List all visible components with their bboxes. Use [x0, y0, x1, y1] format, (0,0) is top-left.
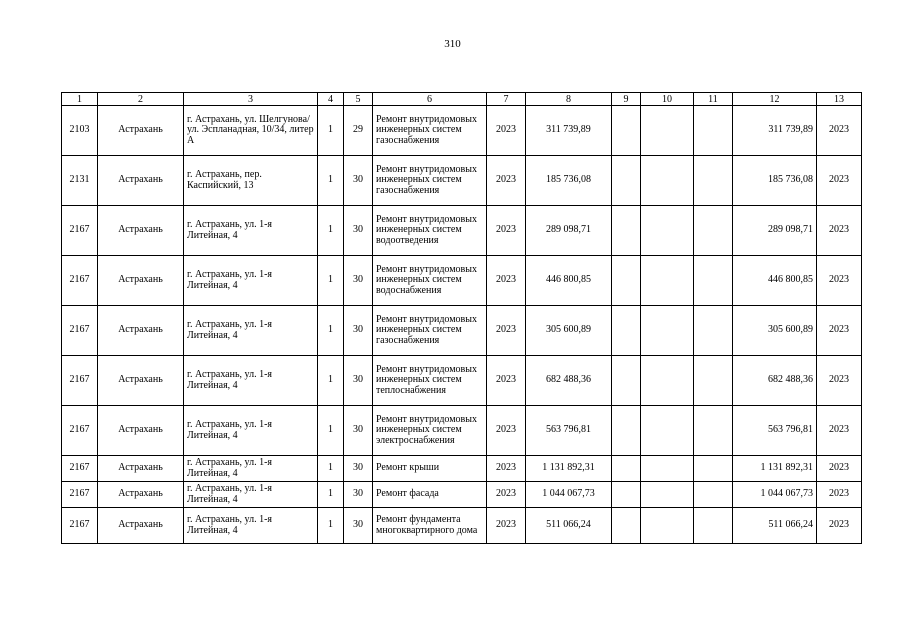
cell-completion-year: 2023: [817, 482, 862, 508]
cell-completion-year: 2023: [817, 206, 862, 256]
cell-col4: 1: [318, 206, 344, 256]
column-number-header-row: [62, 93, 862, 106]
cell-col4: 1: [318, 482, 344, 508]
cell-col11: [694, 206, 733, 256]
cell-col9: [612, 508, 641, 544]
cell-municipality: Астрахань: [98, 508, 184, 544]
cell-work-type: Ремонт фасада: [373, 482, 487, 508]
column-header: 7: [487, 93, 526, 106]
cell-col11: [694, 456, 733, 482]
cell-col9: [612, 256, 641, 306]
column-header: 4: [318, 93, 344, 106]
column-header: 6: [373, 93, 487, 106]
cell-col5: 30: [344, 456, 373, 482]
cell-col10: [641, 306, 694, 356]
cell-col4: 1: [318, 356, 344, 406]
table-row: [62, 106, 862, 156]
cell-municipality: Астрахань: [98, 482, 184, 508]
cell-year: 2023: [487, 508, 526, 544]
cell-col4: 1: [318, 508, 344, 544]
cell-work-type: Ремонт внутридомовых инженерных систем водоотведения: [373, 206, 487, 256]
cell-total-cost: 185 736,08: [526, 156, 612, 206]
table-row: [62, 256, 862, 306]
cell-year: 2023: [487, 256, 526, 306]
cell-record-id: 2167: [62, 508, 98, 544]
cell-col5: 30: [344, 256, 373, 306]
cell-municipality: Астрахань: [98, 106, 184, 156]
cell-completion-year: 2023: [817, 406, 862, 456]
cell-col10: [641, 156, 694, 206]
cell-address: г. Астрахань, ул. 1-я Литейная, 4: [184, 356, 318, 406]
cell-year: 2023: [487, 406, 526, 456]
cell-municipality: Астрахань: [98, 456, 184, 482]
repair-program-table: [61, 92, 862, 544]
cell-municipality: Астрахань: [98, 356, 184, 406]
cell-col9: [612, 406, 641, 456]
table-row: [62, 482, 862, 508]
cell-col5: 30: [344, 406, 373, 456]
cell-cost-col12: 289 098,71: [733, 206, 817, 256]
cell-year: 2023: [487, 356, 526, 406]
cell-col5: 30: [344, 356, 373, 406]
cell-total-cost: 511 066,24: [526, 508, 612, 544]
cell-record-id: 2167: [62, 206, 98, 256]
cell-col11: [694, 406, 733, 456]
cell-year: 2023: [487, 106, 526, 156]
cell-col5: 30: [344, 508, 373, 544]
cell-record-id: 2167: [62, 256, 98, 306]
cell-col4: 1: [318, 456, 344, 482]
cell-col11: [694, 106, 733, 156]
column-header: 11: [694, 93, 733, 106]
cell-work-type: Ремонт крыши: [373, 456, 487, 482]
cell-col9: [612, 456, 641, 482]
cell-cost-col12: 1 044 067,73: [733, 482, 817, 508]
cell-total-cost: 305 600,89: [526, 306, 612, 356]
cell-completion-year: 2023: [817, 256, 862, 306]
cell-cost-col12: 446 800,85: [733, 256, 817, 306]
cell-col10: [641, 106, 694, 156]
cell-work-type: Ремонт внутридомовых инженерных систем теплоснабжения: [373, 356, 487, 406]
cell-col5: 30: [344, 156, 373, 206]
cell-col5: 29: [344, 106, 373, 156]
cell-total-cost: 1 131 892,31: [526, 456, 612, 482]
cell-record-id: 2167: [62, 356, 98, 406]
cell-completion-year: 2023: [817, 456, 862, 482]
cell-col10: [641, 406, 694, 456]
table-row: [62, 206, 862, 256]
cell-col4: 1: [318, 106, 344, 156]
table-row: [62, 356, 862, 406]
cell-address: г. Астрахань, ул. 1-я Литейная, 4: [184, 508, 318, 544]
cell-address: г. Астрахань, ул. 1-я Литейная, 4: [184, 206, 318, 256]
table-row: [62, 406, 862, 456]
cell-cost-col12: 511 066,24: [733, 508, 817, 544]
cell-col5: 30: [344, 206, 373, 256]
cell-col4: 1: [318, 306, 344, 356]
cell-address: г. Астрахань, ул. 1-я Литейная, 4: [184, 482, 318, 508]
cell-cost-col12: 563 796,81: [733, 406, 817, 456]
cell-address: г. Астрахань, ул. 1-я Литейная, 4: [184, 256, 318, 306]
cell-completion-year: 2023: [817, 306, 862, 356]
cell-col5: 30: [344, 306, 373, 356]
cell-municipality: Астрахань: [98, 206, 184, 256]
column-header: 3: [184, 93, 318, 106]
cell-record-id: 2167: [62, 306, 98, 356]
cell-year: 2023: [487, 156, 526, 206]
cell-col9: [612, 482, 641, 508]
cell-work-type: Ремонт внутридомовых инженерных систем газоснабжения: [373, 306, 487, 356]
cell-col9: [612, 106, 641, 156]
cell-col11: [694, 156, 733, 206]
cell-record-id: 2131: [62, 156, 98, 206]
cell-col4: 1: [318, 156, 344, 206]
cell-col9: [612, 156, 641, 206]
cell-total-cost: 446 800,85: [526, 256, 612, 306]
cell-col4: 1: [318, 406, 344, 456]
cell-address: г. Астрахань, ул. 1-я Литейная, 4: [184, 306, 318, 356]
cell-total-cost: 682 488,36: [526, 356, 612, 406]
cell-work-type: Ремонт внутридомовых инженерных систем водоснабжения: [373, 256, 487, 306]
cell-col10: [641, 456, 694, 482]
cell-col10: [641, 356, 694, 406]
cell-record-id: 2167: [62, 482, 98, 508]
cell-address: г. Астрахань, ул. 1-я Литейная, 4: [184, 456, 318, 482]
cell-work-type: Ремонт внутридомовых инженерных систем электроснабжения: [373, 406, 487, 456]
cell-address: г. Астрахань, ул. Шелгунова/ ул. Эспланадная, 10/34, литер А: [184, 106, 318, 156]
cell-work-type: Ремонт фундамента многоквартирного дома: [373, 508, 487, 544]
table-row: [62, 306, 862, 356]
cell-record-id: 2103: [62, 106, 98, 156]
cell-col10: [641, 206, 694, 256]
cell-completion-year: 2023: [817, 508, 862, 544]
cell-year: 2023: [487, 306, 526, 356]
cell-municipality: Астрахань: [98, 256, 184, 306]
cell-col10: [641, 256, 694, 306]
cell-col5: 30: [344, 482, 373, 508]
cell-col11: [694, 256, 733, 306]
column-header: 1: [62, 93, 98, 106]
column-header: 2: [98, 93, 184, 106]
cell-cost-col12: 1 131 892,31: [733, 456, 817, 482]
cell-col9: [612, 356, 641, 406]
cell-work-type: Ремонт внутридомовых инженерных систем газоснабжения: [373, 156, 487, 206]
cell-col10: [641, 508, 694, 544]
cell-year: 2023: [487, 456, 526, 482]
cell-completion-year: 2023: [817, 156, 862, 206]
cell-record-id: 2167: [62, 456, 98, 482]
column-header: 13: [817, 93, 862, 106]
cell-total-cost: 1 044 067,73: [526, 482, 612, 508]
cell-total-cost: 563 796,81: [526, 406, 612, 456]
cell-cost-col12: 682 488,36: [733, 356, 817, 406]
column-header: 10: [641, 93, 694, 106]
column-header: 9: [612, 93, 641, 106]
column-header: 5: [344, 93, 373, 106]
cell-completion-year: 2023: [817, 356, 862, 406]
cell-cost-col12: 311 739,89: [733, 106, 817, 156]
cell-col11: [694, 306, 733, 356]
cell-municipality: Астрахань: [98, 406, 184, 456]
cell-year: 2023: [487, 482, 526, 508]
page-number: 310: [444, 38, 461, 50]
cell-col4: 1: [318, 256, 344, 306]
cell-record-id: 2167: [62, 406, 98, 456]
cell-year: 2023: [487, 206, 526, 256]
cell-address: г. Астрахань, пер. Каспийский, 13: [184, 156, 318, 206]
cell-cost-col12: 305 600,89: [733, 306, 817, 356]
column-header: 8: [526, 93, 612, 106]
cell-work-type: Ремонт внутридомовых инженерных систем газоснабжения: [373, 106, 487, 156]
cell-col10: [641, 482, 694, 508]
cell-col11: [694, 482, 733, 508]
cell-municipality: Астрахань: [98, 306, 184, 356]
cell-total-cost: 289 098,71: [526, 206, 612, 256]
cell-completion-year: 2023: [817, 106, 862, 156]
cell-col11: [694, 508, 733, 544]
cell-col11: [694, 356, 733, 406]
table-row: [62, 156, 862, 206]
cell-address: г. Астрахань, ул. 1-я Литейная, 4: [184, 406, 318, 456]
cell-total-cost: 311 739,89: [526, 106, 612, 156]
column-header: 12: [733, 93, 817, 106]
cell-col9: [612, 306, 641, 356]
table-row: [62, 456, 862, 482]
cell-cost-col12: 185 736,08: [733, 156, 817, 206]
cell-municipality: Астрахань: [98, 156, 184, 206]
table-row: [62, 508, 862, 544]
cell-col9: [612, 206, 641, 256]
